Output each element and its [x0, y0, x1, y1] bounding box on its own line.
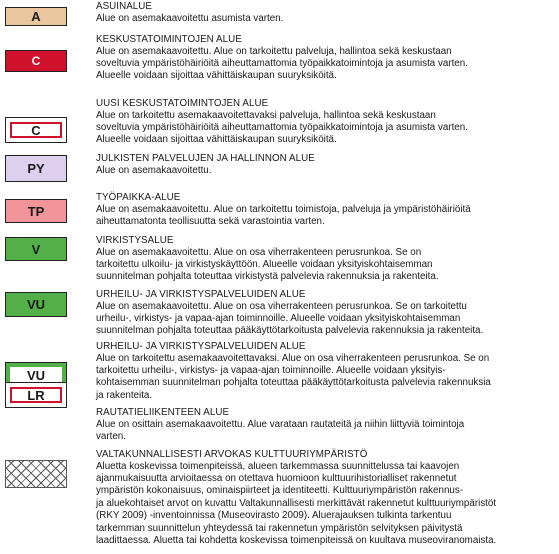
symbol-code: C: [31, 122, 41, 138]
legend-line: Alue on osittain asemakaavoitettu. Alue varataan rautateitä ja niihin liittyviä toimintoja: [96, 418, 465, 430]
legend-line: Alue on asemakaavoitettu asumista varten.: [96, 12, 284, 24]
legend-line: soveltuvia ympäristöhäiriöitä aiheuttamattomia työpaikkatoimintoja ja asumista varten.: [96, 57, 468, 69]
symbol-TP: [5, 199, 67, 223]
symbol-code: C: [31, 54, 41, 68]
legend-entry-urheilu: [96, 289, 556, 338]
symbol-C-new: [5, 117, 67, 143]
symbol-code: TP: [27, 203, 45, 219]
legend-line: suunnitelman pohjalta toteuttaa pääkäyttötarkoitusta palvelevia rakennuksia ja rakenteita.: [96, 325, 484, 337]
legend-title: KESKUSTATOIMINTOJEN ALUE: [96, 34, 242, 45]
legend-line: tarkoitettu ulkoilu- ja virkistyskäyttöön. Alueelle voidaan yksityiskohtaisemman: [96, 258, 433, 270]
legend-description: [96, 13, 556, 25]
legend-line: tarkoitettu urheilu-, virkistys- ja vapaa-ajan toiminnoille. Alueelle voidaan yksityis-: [96, 364, 446, 376]
symbol-LR: [5, 382, 67, 408]
legend-entry-uusi-keskusta: [96, 98, 556, 147]
legend-description: [96, 46, 556, 83]
legend-line: Alue on asemakaavoitettu. Alue on tarkoitettu palveluja, hallintoa sekä keskustaan: [96, 45, 452, 57]
legend-line: Alue on asemakaavoitettu. Alue on tarkoitettu toimistoja, palveluja ja ympäristöhäiriöitä: [96, 203, 471, 215]
legend-line: aiheuttamatonta teollisuutta sekä varastointia varten.: [96, 215, 325, 227]
legend-title: VALTAKUNNALLISESTI ARVOKAS KULTTUURIYMPÄRISTÖ: [96, 449, 368, 460]
symbol-code: PY: [27, 161, 45, 176]
legend-line: tarkemman suunnittelun yhteydessä tai rakennetun ympäristön selvityksen päivitystä: [96, 522, 463, 534]
legend-description: [96, 461, 556, 548]
symbol-PY: [5, 155, 67, 182]
legend-description: [96, 110, 556, 147]
legend-entry-urheilu-uusi: [96, 341, 556, 402]
legend-line: ympäristön kokonaisuus, ominaispiirteet ja identiteetti. Kulttuuriympäristön rakennus-: [96, 485, 464, 497]
legend-description: [96, 353, 556, 403]
symbol-V: [5, 237, 67, 261]
legend-entry-julkiset-palvelut: [96, 153, 556, 177]
legend-title: JULKISTEN PALVELUJEN JA HALLINNON ALUE: [96, 153, 315, 164]
legend-line: urheilu-, virkistys- ja vapaa-ajan toiminnoille. Alueelle voidaan yksityiskohtaisemman: [96, 312, 461, 324]
symbol-code: V: [31, 241, 41, 257]
symbol-C: [5, 50, 67, 72]
symbol-A: [5, 7, 67, 26]
symbol-VU: [5, 292, 67, 317]
legend-entry-asuinalue: [96, 1, 556, 25]
crosshatch-pattern-icon: [5, 460, 67, 488]
legend-line: varten.: [96, 430, 126, 442]
legend-title: UUSI KESKUSTATOIMINTOJEN ALUE: [96, 98, 269, 109]
legend-line: ja rakenteita.: [96, 389, 153, 401]
legend-entry-tyopaikka: [96, 192, 556, 228]
legend-entry-rautatie: [96, 407, 556, 443]
legend-line: (RKY 2009) -inventoinnissa (Museovirasto 2009). Aluerajauksen tulkinta tarkentuu: [96, 510, 452, 522]
symbol-code: LR: [27, 387, 45, 403]
legend-line: Alueelle voidaan sijoittaa vähittäiskaupan suuryksiköitä.: [96, 70, 337, 82]
legend-description: [96, 247, 556, 284]
symbol-code: VU: [26, 367, 46, 383]
legend-entry-kulttuuriymparisto: [96, 449, 556, 547]
legend-line: kohtaisemman suunnitelman pohjalta toteuttaa pääkäyttötarkoitusta palvelevia rakennuksia: [96, 377, 491, 389]
legend-line: Alue on asemakaavoitettu. Alue on osa viherrakenteen perusrunkoa. Se on tarkoitettu: [96, 300, 467, 312]
legend-line: ajanmukaisuutta arvioitaessa on otettava huomioon kulttuurihistorialliset rakennetut: [96, 472, 457, 484]
legend-entry-keskusta: [96, 34, 556, 83]
legend-line: soveltuvia ympäristöhäiriöitä aiheuttamattomia työpaikkatoimintoja ja asumista varten.: [96, 121, 468, 133]
symbol-code: VU: [26, 297, 46, 312]
legend-line: ja aluekohtaiset arvot on kuvattu Valtakunnallisesti merkittävät rakennetut kulttuuriympäristöt: [96, 497, 497, 509]
symbol-code: A: [31, 9, 41, 24]
legend-description: [96, 301, 556, 338]
legend-line: suunnitelman pohjalta toteuttaa virkistystä palvelevia rakennuksia ja rakenteita.: [96, 271, 439, 283]
legend-description: [96, 204, 556, 229]
legend-entry-virkistysalue: [96, 235, 556, 284]
legend-line: Alue on tarkoitettu asemakaavoitettavaksi. Alue on osa viherrakenteen perusrunkoa. Se on: [96, 352, 490, 364]
legend-line: laadittaessa. Aluetta tai kohdetta koskevissa toimenpiteissä on kuultava museoviranomaista.: [96, 534, 497, 546]
legend-line: Aluetta koskevissa toimenpiteissä, alueen tarkemmassa suunnittelussa tai kaavojen: [96, 460, 460, 472]
legend-line: Alueelle voidaan sijoittaa vähittäiskaupan suuryksiköitä.: [96, 134, 337, 146]
legend-title: URHEILU- JA VIRKISTYSPALVELUIDEN ALUE: [96, 289, 306, 300]
legend-title: RAUTATIELIIKENTEEN ALUE: [96, 407, 230, 418]
legend-title: VIRKISTYSALUE: [96, 235, 174, 246]
legend-line: Alue on asemakaavoitettu. Alue on osa viherrakenteen perusrunkoa. Se on: [96, 246, 422, 258]
legend-line: Alue on asemakaavoitettu.: [96, 164, 212, 176]
legend-title: URHEILU- JA VIRKISTYSPALVELUIDEN ALUE: [96, 341, 306, 352]
legend-description: [96, 165, 556, 177]
legend-title: ASUINALUE: [96, 1, 152, 12]
legend-description: [96, 419, 556, 444]
legend-title: TYÖPAIKKA-ALUE: [96, 192, 181, 203]
legend-line: Alue on tarkoitettu asemakaavoitettavaksi palveluja, hallintoa sekä keskustaan: [96, 109, 436, 121]
